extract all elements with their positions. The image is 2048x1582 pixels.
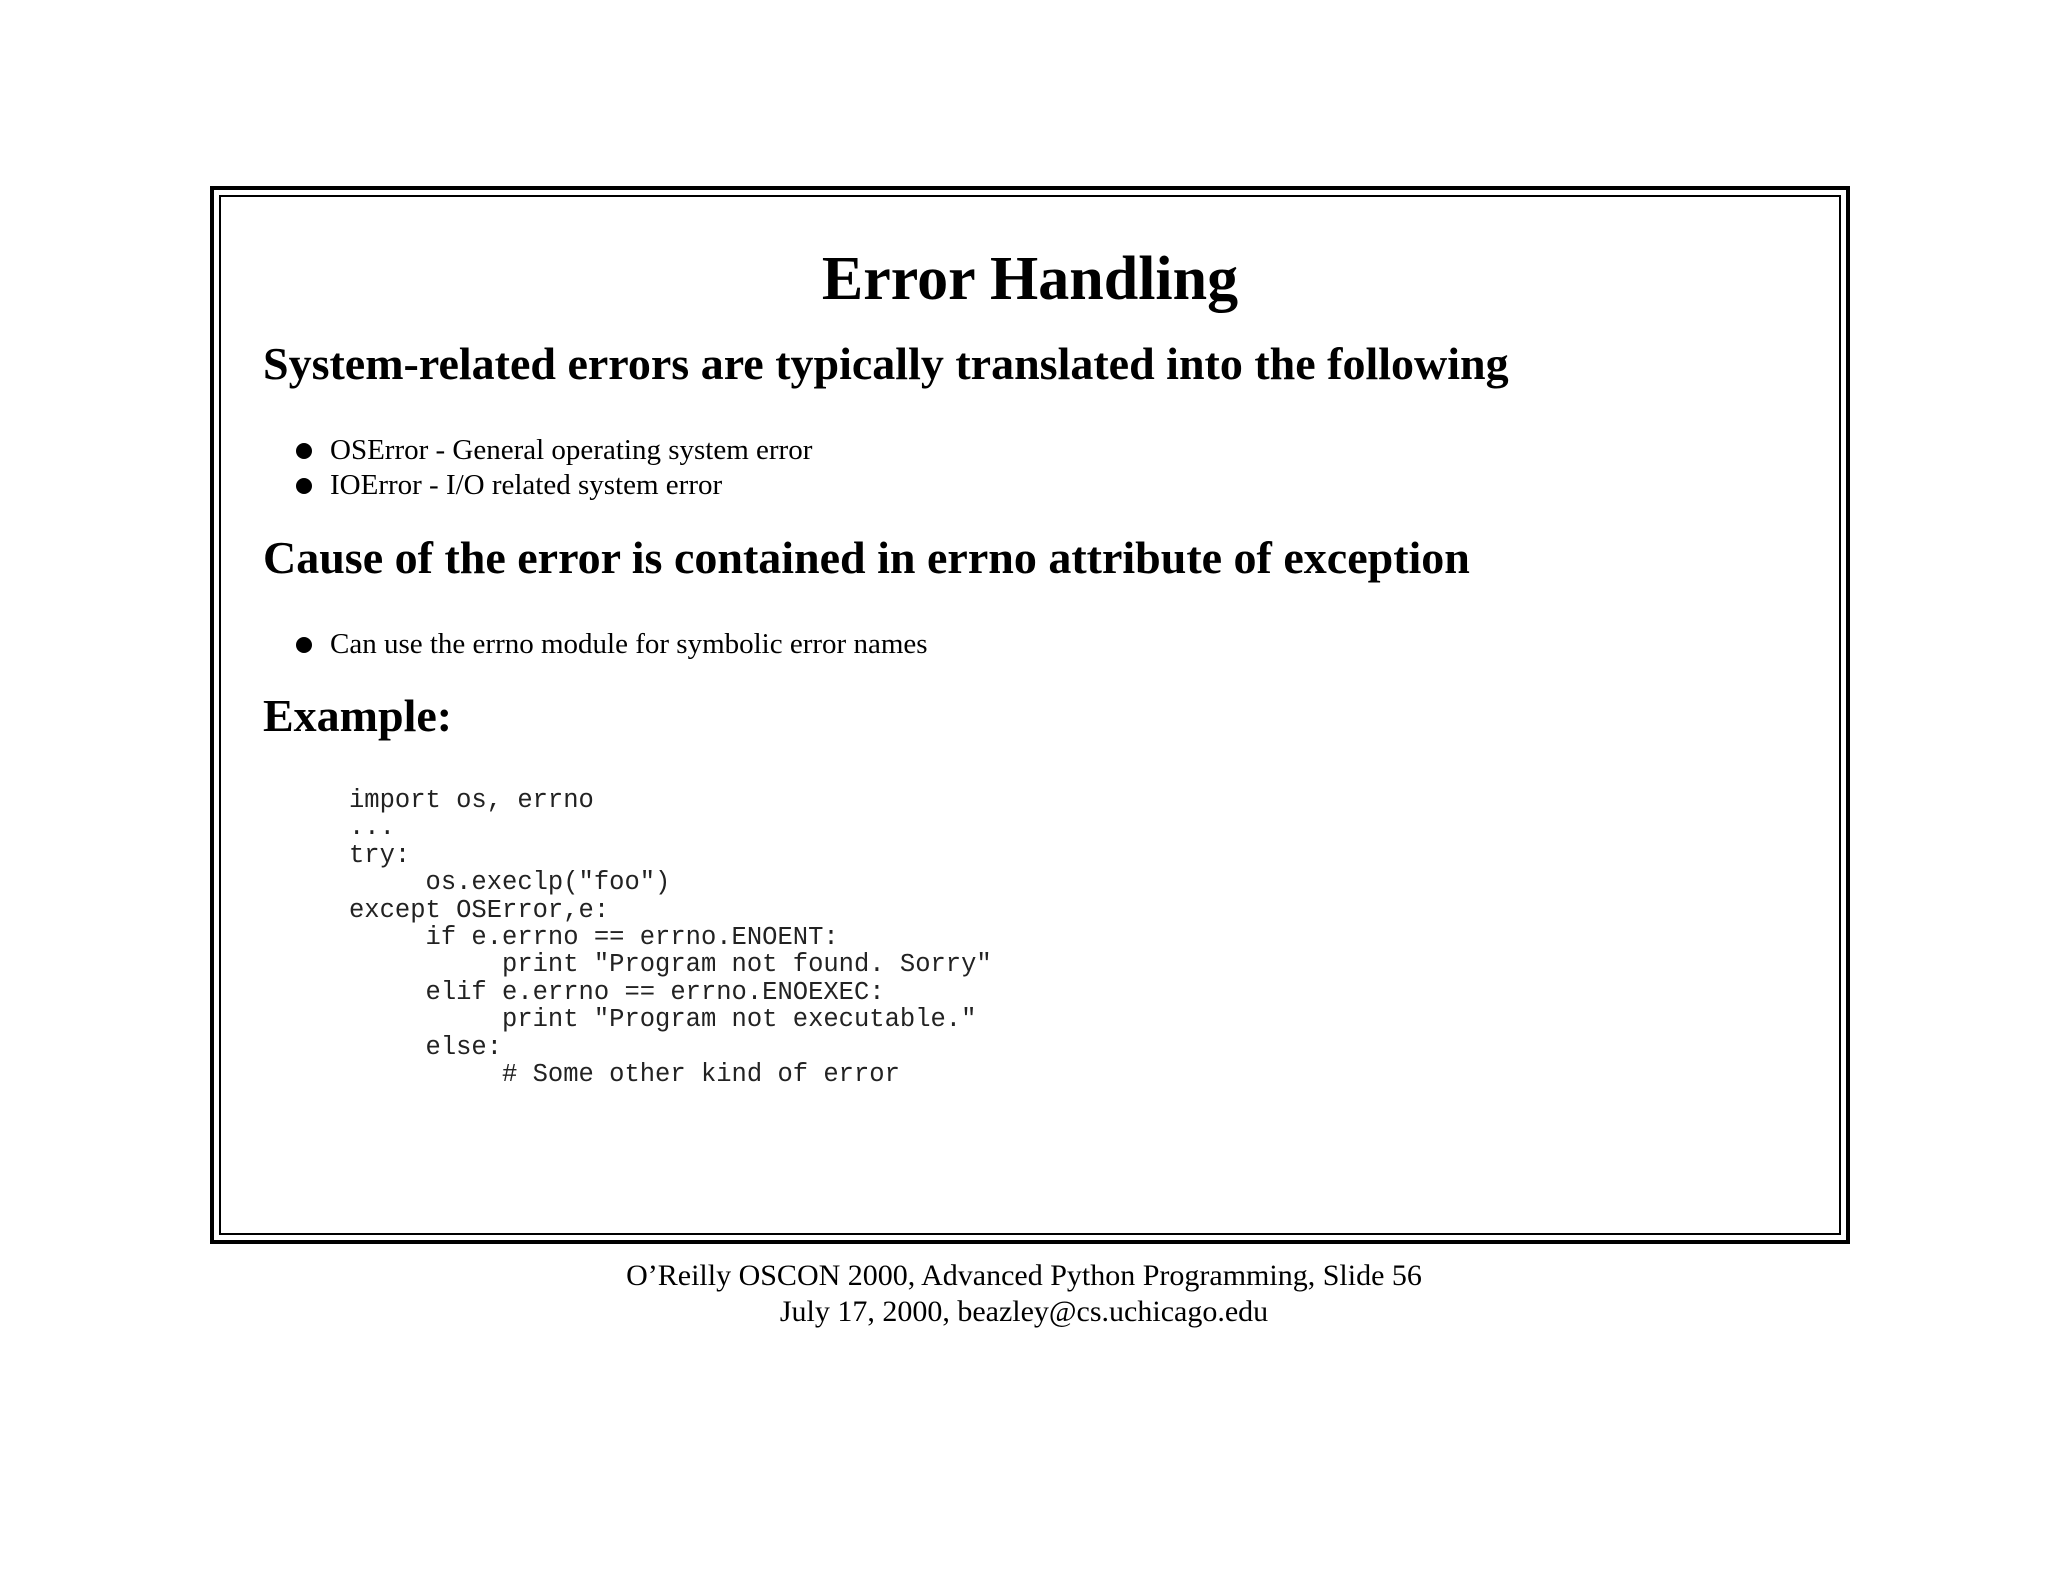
list-item <box>296 627 928 662</box>
bullet-text: OSError - General operating system error <box>330 434 813 466</box>
bullet-list-error-types <box>296 433 812 503</box>
list-item <box>296 468 812 503</box>
bullet-text: Can use the errno module for symbolic error names <box>330 628 928 660</box>
section-heading-system-errors: System-related errors are typically translated into the following <box>263 338 1509 389</box>
list-item <box>296 433 812 468</box>
slide-title: Error Handling <box>821 245 1239 313</box>
section-heading-errno-cause: Cause of the error is contained in errno attribute of exception <box>263 532 1470 583</box>
section-heading-example: Example: <box>263 690 453 741</box>
bullet-icon <box>296 637 312 653</box>
slide-frame <box>210 186 1850 1244</box>
bullet-list-errno <box>296 627 928 662</box>
slide-inner-border <box>219 195 1841 1235</box>
footer-conference-line: O’Reilly OSCON 2000, Advanced Python Programming, Slide 56 <box>626 1259 1422 1292</box>
bullet-text: IOError - I/O related system error <box>330 469 723 501</box>
slide-footer <box>0 1258 2048 1330</box>
code-example: import os, errno ... try: os.execlp("foo") except OSError,e: if e.errno == errno.ENOENT: print "Program not found. Sorry" elif e.errno == errno.ENOEXEC: print "Program not executable." else: # Some other kind of error <box>349 786 992 1090</box>
bullet-icon <box>296 478 312 494</box>
footer-date-email-line: July 17, 2000, beazley@cs.uchicago.edu <box>779 1295 1269 1328</box>
bullet-icon <box>296 443 312 459</box>
